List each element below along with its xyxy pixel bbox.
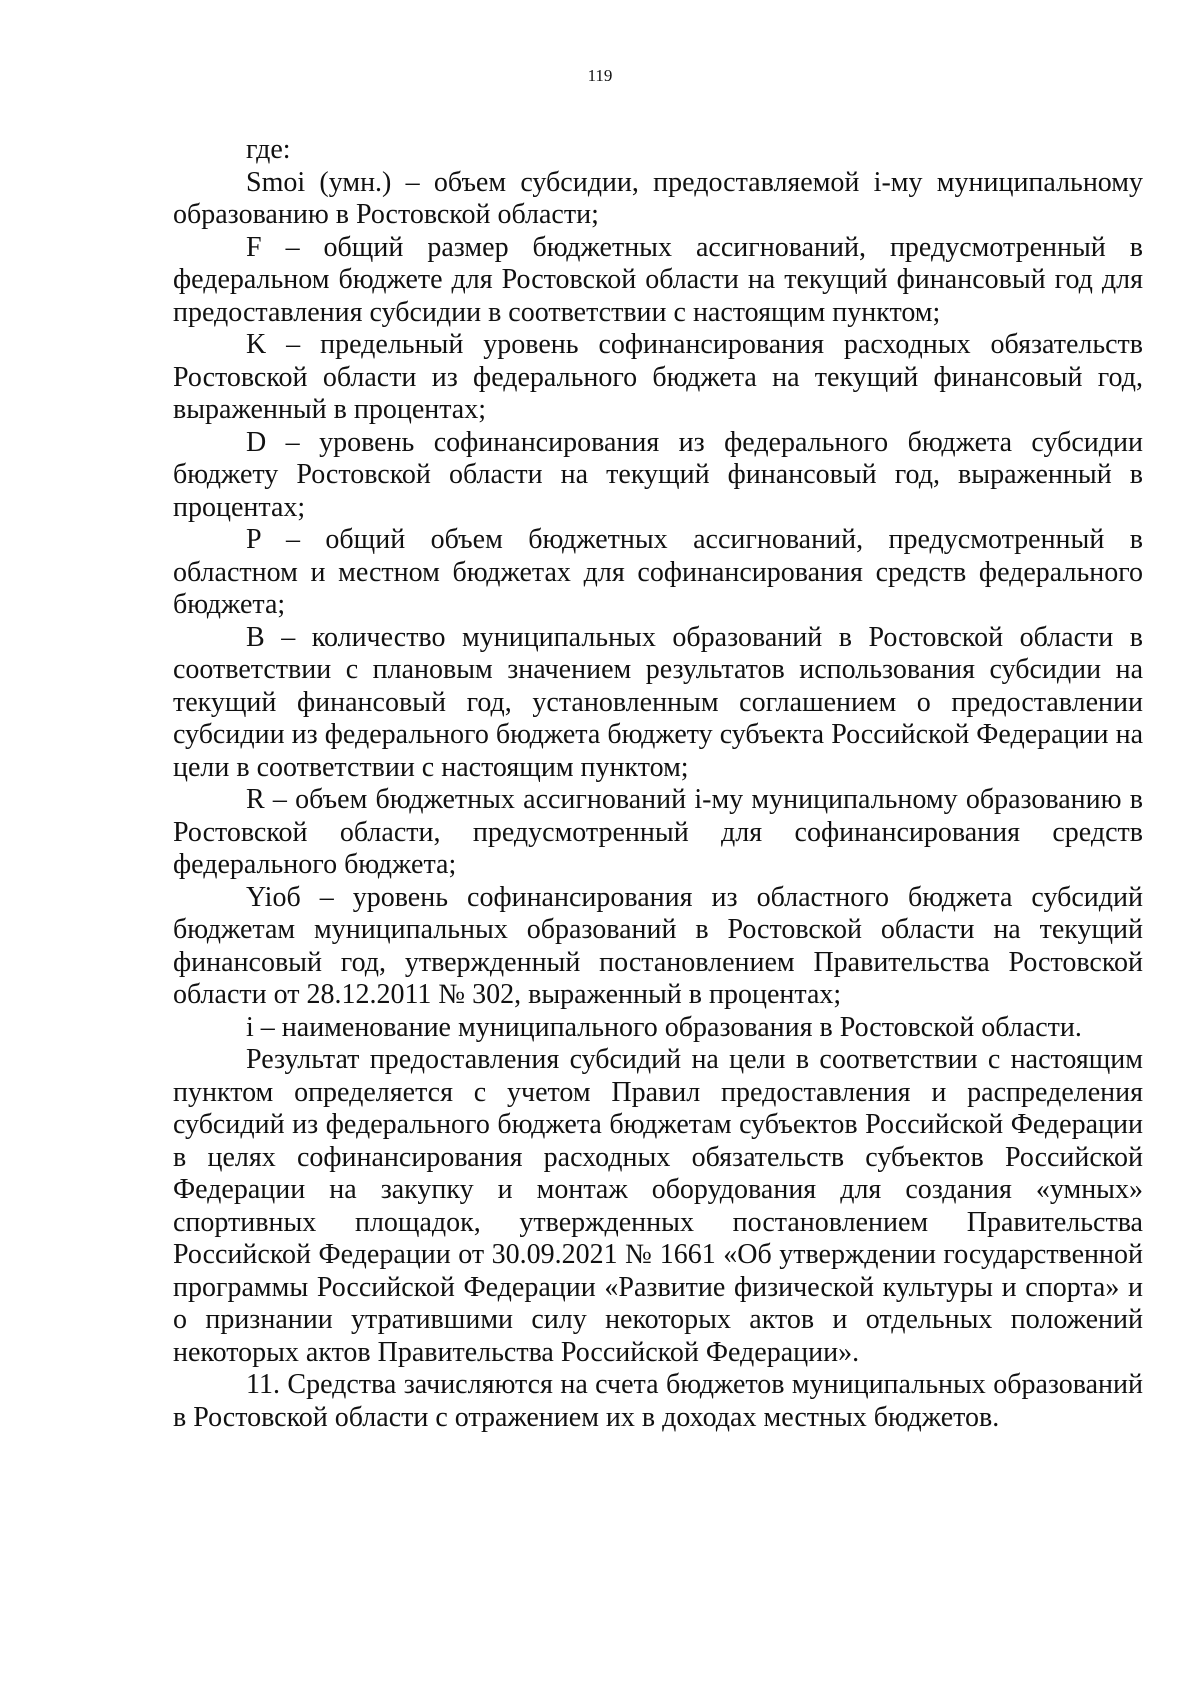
- paragraph-item-11: 11. Средства зачисляются на счета бюджетов муниципальных образований в Ростовской области с отражением их в доходах местных бюджетов.: [173, 1369, 1143, 1433]
- paragraph-smoi-definition: Smoi (умн.) – объем субсидии, предоставляемой i-му муниципальному образованию в Ростовской области;: [173, 166, 1143, 230]
- paragraph-d-definition: D – уровень софинансирования из федерального бюджета субсидии бюджету Ростовской области на текущий финансовый год, выраженный в процентах;: [173, 426, 1143, 523]
- paragraph-result: Результат предоставления субсидий на цели в соответствии с настоящим пунктом определяется с учетом Правил предоставления и распределения субсидий из федерального бюджета бюджетам субъектов Российской Федерации в целях софинансирования расходных обязательств субъектов Российской Федерации на закупку и монтаж оборудования для создания «умных» спортивных площадок, утвержденных постановлением Правительства Российской Федерации от 30.09.2021 № 1661 «Об утверждении государственной программы Российской Федерации «Развитие физической культуры и спорта» и о признании утратившими силу некоторых актов и отдельных положений некоторых актов Правительства Российской Федерации».: [173, 1044, 1143, 1368]
- page-number: 119: [587, 66, 613, 85]
- paragraph-f-definition: F – общий размер бюджетных ассигнований, предусмотренный в федеральном бюджете для Ростовской области на текущий финансовый год для предоставления субсидии в соответствии с настоящим пунктом;: [173, 231, 1143, 328]
- paragraph-b-definition: B – количество муниципальных образований в Ростовской области в соответствии с плановым значением результатов использования субсидии на текущий финансовый год, установленным соглашением о предоставлении субсидии из федерального бюджета бюджету субъекта Российской Федерации на цели в соответствии с настоящим пунктом;: [173, 621, 1143, 783]
- paragraph-p-definition: P – общий объем бюджетных ассигнований, предусмотренный в областном и местном бюджетах для софинансирования средств федерального бюджета;: [173, 524, 1143, 620]
- paragraph-k-definition: K – предельный уровень софинансирования расходных обязательств Ростовской области из федерального бюджета на текущий финансовый год, выраженный в процентах;: [173, 329, 1143, 425]
- paragraph-yiob-definition: Yioб – уровень софинансирования из областного бюджета субсидий бюджетам муниципальных образований в Ростовской области на текущий финансовый год, утвержденный постановлением Правительства Ростовской области от 28.12.2011 № 302, выраженный в процентах;: [173, 881, 1143, 1010]
- document-body: [173, 134, 1143, 1434]
- paragraph-r-definition: R – объем бюджетных ассигнований i-му муниципальному образованию в Ростовской области, предусмотренный для софинансирования средств федерального бюджета;: [173, 784, 1143, 880]
- paragraph-where: где:: [246, 134, 291, 165]
- paragraph-i-definition: i – наименование муниципального образования в Ростовской области.: [246, 1011, 1082, 1043]
